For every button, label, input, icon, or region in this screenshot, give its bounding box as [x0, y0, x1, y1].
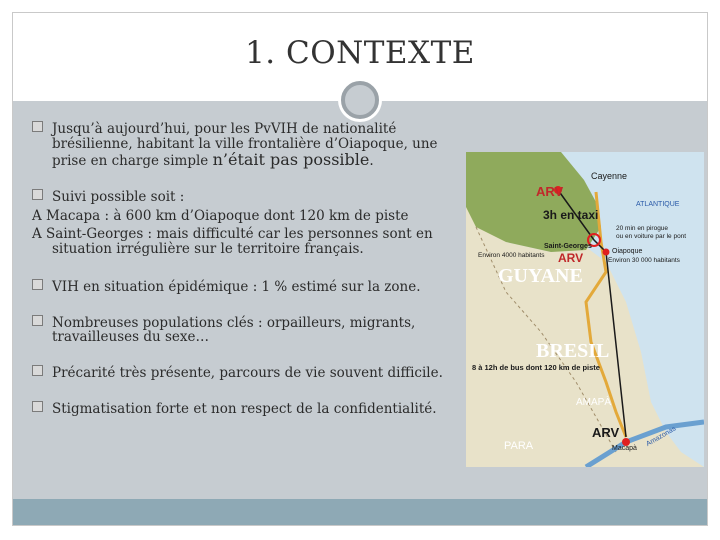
- map-label-amazonas: Amazonas: [645, 425, 678, 448]
- bullet-2-line-2: A Macapa : à 600 km d’Oiapoque dont 120 km de piste: [32, 208, 409, 224]
- bullet-2: [32, 189, 184, 205]
- bullet-icon: [32, 315, 43, 326]
- bullet-2-line-1: Suivi possible soit :: [52, 189, 185, 205]
- bullet-6-line-1: Stigmatisation forte et non respect de la confidentialité.: [52, 401, 437, 417]
- map-label-saint-georges: Saint-Georges: [544, 243, 592, 250]
- bullet-2-line-4: situation irrégulière sur le territoire français.: [52, 241, 364, 257]
- map-label-bus: 8 à 12h de bus dont 120 km de piste: [472, 363, 600, 372]
- map-label-arv-top: ARV: [536, 184, 564, 199]
- bullet-1-line-3a: prise en charge simple: [52, 153, 213, 169]
- map-label-oiapoque-pop: Environ 30 000 habitants: [608, 257, 680, 264]
- map-label-oiapoque: Oiapoque: [612, 248, 643, 255]
- map-label-macapa: Macapà: [612, 445, 637, 452]
- bullet-1: [32, 121, 396, 137]
- map-label-arv-mid: ARV: [558, 251, 584, 265]
- map-label-pirogue-1: 20 min en pirogue: [616, 225, 669, 232]
- bullet-5: [32, 365, 443, 381]
- map-guyane-bresil: [466, 152, 704, 467]
- bullet-icon: [32, 189, 43, 200]
- map-label-guyane: GUYANE: [498, 265, 583, 287]
- bullet-4-line-1: Nombreuses populations clés : orpailleurs, migrants,: [52, 315, 416, 331]
- bullet-icon: [32, 365, 43, 376]
- ring-ornament-icon: [341, 81, 379, 119]
- map-label-para: PARA: [504, 440, 534, 452]
- bullet-1-period: .: [369, 153, 374, 169]
- bullet-5-line-1: Précarité très présente, parcours de vie souvent difficile.: [52, 365, 443, 381]
- bullet-1-emphasis: n’était pas possible: [212, 150, 370, 169]
- map-label-arv-bottom: ARV: [592, 425, 620, 440]
- bullet-1-line-3: [52, 152, 374, 169]
- slide-footer-bar: [13, 499, 707, 525]
- map-label-amapa: AMAPÀ: [576, 397, 612, 408]
- bullet-6: [32, 401, 437, 417]
- map-label-atlantique: ATLANTIQUE: [636, 201, 680, 208]
- bullet-icon: [32, 121, 43, 132]
- bullet-3: [32, 279, 421, 295]
- bullet-2-line-3: A Saint-Georges : mais difficulté car les personnes sont en: [32, 226, 433, 242]
- map-label-bresil: BRESIL: [536, 340, 610, 362]
- bullet-1-line-1: Jusqu’à aujourd’hui, pour les PvVIH de nationalité: [52, 121, 397, 137]
- map-label-st-georges-pop: Environ 4000 habitants: [478, 252, 545, 259]
- bullet-icon: [32, 401, 43, 412]
- bullet-icon: [32, 279, 43, 290]
- map-label-cayenne: Cayenne: [591, 171, 628, 181]
- bullet-1-line-2: brésilienne, habitant la ville frontalière d’Oiapoque, une: [52, 136, 438, 152]
- map-label-pirogue-2: ou en voiture par le pont: [616, 233, 687, 240]
- slide-title: 1. CONTEXTE: [245, 35, 475, 71]
- bullet-4-line-2: travailleuses du sexe…: [52, 329, 210, 345]
- map-label-taxi: 3h en taxi: [543, 208, 599, 222]
- bullet-3-line-1: VIH en situation épidémique : 1 % estimé sur la zone.: [52, 279, 421, 295]
- map-marker-oiapoque: [603, 249, 610, 256]
